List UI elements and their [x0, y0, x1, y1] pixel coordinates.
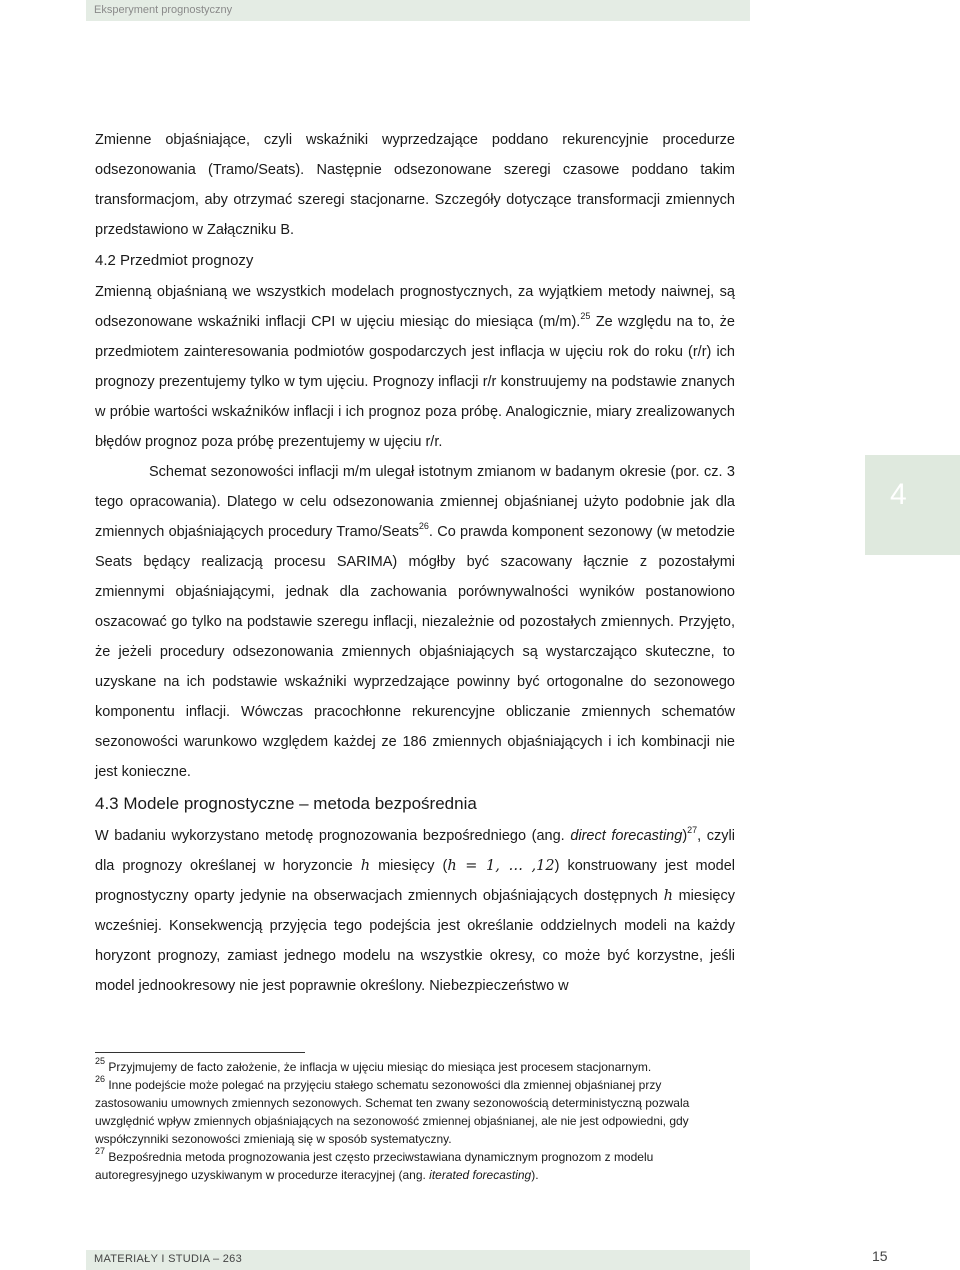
paragraph-subject-a: Zmienną objaśnianą we wszystkich modelach prognostycznych, za wyjątkiem metody naiwnej, są odsezonowane wskaźniki inflacji CPI w ujęciu miesiąc do miesiąca (m/m).: [95, 284, 735, 330]
footnote-ref-26[interactable]: 26: [418, 521, 429, 531]
running-footer: [86, 1250, 750, 1270]
math-horizon-range: h = 1, … ,12: [447, 858, 555, 874]
paragraph-subject: [95, 277, 735, 457]
math-h: h: [360, 858, 371, 874]
main-content: [95, 125, 735, 1001]
paragraph-subject-b: Ze względu na to, że przedmiotem zainteresowania podmiotów gospodarczych jest inflacja w ujęciu rok do roku (r/r) ich prognozy prezentujemy tylko w tym ujęciu. Prognozy inflacji r/r konstruujemy na podstawie znanych w próbie wartości wskaźników inflacji i ich prognoz poza próbę. Analogicznie, miary zrealizowanych błędów prognoz poza próbę prezentujemy w ujęciu r/r.: [95, 314, 735, 450]
paragraph-direct-d: miesięcy (: [370, 858, 448, 874]
footnote-25-text: Przyjmujemy de facto założenie, że inflacja w ujęciu miesiąc do miesiąca jest procesem stacjonarnym.: [105, 1060, 652, 1074]
paragraph-intro: Zmienne objaśniające, czyli wskaźniki wyprzedzające poddano rekurencyjnie procedurze odsezonowania (Tramo/Seats). Następnie odsezonowane szeregi czasowe poddano takim transformacjom, aby otrzymać szeregi stacjonarne. Szczegóły dotyczące transformacji zmiennych przedstawiono w Załączniku B.: [95, 132, 735, 238]
series-title: MATERIAŁY I STUDIA – 263: [94, 1253, 243, 1265]
footnote-27-text-b: ).: [531, 1168, 539, 1182]
section-heading-4-2: 4.2 Przedmiot prognozy: [95, 252, 254, 269]
paragraph-seasonality-b: . Co prawda komponent sezonowy (w metodzie Seats będący realizacją procesu SARIMA) mógłby być szacowany łącznie z pozostałymi zmiennymi objaśniającymi, jednak dla zachowania porównywalności wyników postanowiono oszacować go tylko na podstawie szeregu inflacji, niezależnie od pozostałych zmiennych. Przyjęto, że jeżeli procedury odsezonowania zmiennych objaśniających są wystarczająco skuteczne, to uzyskane na ich podstawie wskaźniki wyprzedzające powinny być ortogonalne do sezonowego komponentu inflacji. Wówczas pracochłonne rekurencyjne obliczanie zmiennych schematów sezonowości warunkowo względem każdej ze 186 zmiennych objaśniających i ich kombinacji nie jest konieczne.: [95, 524, 735, 780]
page-number: 15: [872, 1248, 888, 1264]
footnotes: [95, 1058, 725, 1184]
footnote-ref-25[interactable]: 25: [580, 311, 591, 321]
footnote-26: [95, 1076, 725, 1148]
paragraph-direct-c: , czyli dla prognozy określanej w horyzoncie: [95, 828, 735, 874]
chapter-number: 4: [890, 478, 907, 511]
footnote-26-number: 26: [95, 1074, 106, 1084]
footnote-27-text-a: Bezpośrednia metoda prognozowania jest często przeciwstawiana dynamicznym prognozom z modelu autoregresyjnego uzyskiwanym w procedurze iteracyjnej (ang.: [95, 1150, 654, 1182]
footnote-25-number: 25: [95, 1056, 106, 1066]
section-heading-4-3: 4.3 Modele prognostyczne – metoda bezpośrednia: [95, 794, 477, 813]
paragraph-direct-method: [95, 821, 735, 1001]
footnote-26-text: Inne podejście może polegać na przyjęciu stałego schematu sezonowości dla zmiennej objaśnianej przy zastosowaniu umownych zmiennych sezonowych. Schemat ten zwany sezonowością deterministyczną pozwala uwzględnić wpływ zmiennych objaśniających na sezonowość zmiennej objaśnianej, ale nie jest odpowiedni, gdy współczynniki sezonowości zmieniają się w sposób systematyczny.: [95, 1078, 690, 1146]
term-direct-forecasting: direct forecasting: [570, 828, 683, 844]
paragraph-seasonality: [95, 457, 735, 787]
running-header: [86, 0, 750, 21]
running-title: Eksperyment prognostyczny: [94, 4, 233, 16]
paragraph-direct-a: W badaniu wykorzystano metodę prognozowania bezpośredniego (ang.: [95, 828, 571, 844]
paragraph-direct-f: miesięcy wcześniej. Konsekwencją przyjęcia tego podejścia jest określanie oddzielnych modeli na każdy horyzont prognozy, zamiast jednego modelu na wszystkie okresy, co może być korzystne, jeśli model jednookresowy nie jest poprawnie określony. Niebezpieczeństwo w: [95, 888, 735, 994]
footnote-27-number: 27: [95, 1146, 106, 1156]
chapter-tab: [865, 455, 960, 555]
footnote-27: [95, 1148, 725, 1184]
paragraph-direct-b: ): [682, 828, 688, 844]
term-iterated-forecasting: iterated forecasting: [429, 1168, 532, 1182]
math-h-2: h: [663, 888, 673, 904]
footnote-ref-27[interactable]: 27: [687, 825, 698, 835]
paragraph-direct-e: ) konstruowany jest model prognostyczny oparty jedynie na obserwacjach zmiennych objaśniających dostępnych: [95, 858, 736, 904]
paragraph-seasonality-a: Schemat sezonowości inflacji m/m ulegał istotnym zmianom w badanym okresie (por. cz. 3 tego opracowania). Dlatego w celu odsezonowania zmiennej objaśnianej użyto podobnie jak dla zmiennych objaśniających procedury Tramo/Seats: [95, 464, 735, 540]
footnote-25: [95, 1058, 725, 1076]
footnote-separator: [95, 1052, 305, 1053]
